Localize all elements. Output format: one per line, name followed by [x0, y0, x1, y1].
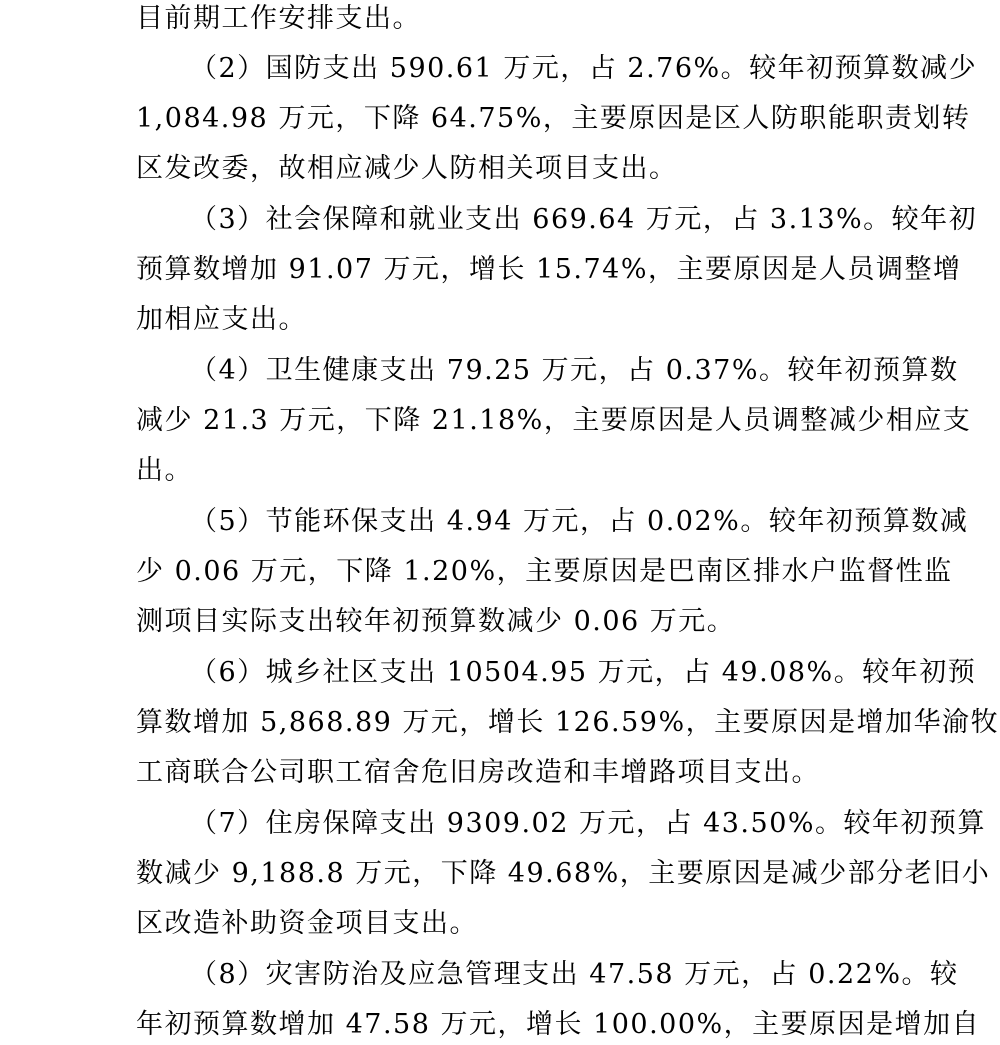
text-line: 加相应支出。	[136, 304, 307, 335]
text-line: 年初预算数增加 47.58 万元，增长 100.00%，主要原因是增加自	[136, 1009, 981, 1040]
text-line: 算数增加 5,868.89 万元，增长 126.59%，主要原因是增加华渝牧	[136, 707, 1000, 738]
text-line: 目前期工作安排支出。	[136, 3, 421, 34]
text-line: 区改造补助资金项目支出。	[136, 908, 478, 939]
text-line: 数减少 9,188.8 万元，下降 49.68%，主要原因是减少部分老旧小	[136, 858, 991, 889]
text-line: 区发改委，故相应减少人防相关项目支出。	[136, 153, 678, 184]
text-line: 1,084.98 万元，下降 64.75%，主要原因是区人防职能职责划转	[136, 103, 971, 134]
text-line: （5）节能环保支出 4.94 万元，占 0.02%。较年初预算数减	[190, 506, 969, 537]
text-line: （4）卫生健康支出 79.25 万元，占 0.37%。较年初预算数	[190, 355, 959, 386]
text-line: （8）灾害防治及应急管理支出 47.58 万元，占 0.22%。较	[190, 959, 959, 990]
text-line: 少 0.06 万元，下降 1.20%，主要原因是巴南区排水户监督性监	[136, 556, 953, 587]
text-line: 减少 21.3 万元，下降 21.18%，主要原因是人员调整减少相应支	[136, 405, 972, 436]
text-line: （2）国防支出 590.61 万元，占 2.76%。较年初预算数减少	[190, 53, 978, 84]
text-line: 预算数增加 91.07 万元，增长 15.74%，主要原因是人员调整增	[136, 254, 962, 285]
text-line: （6）城乡社区支出 10504.95 万元，占 49.08%。较年初预	[190, 657, 977, 688]
text-line: （3）社会保障和就业支出 669.64 万元，占 3.13%。较年初	[190, 204, 978, 235]
text-line: （7）住房保障支出 9309.02 万元，占 43.50%。较年初预算	[190, 808, 987, 839]
text-line: 测项目实际支出较年初预算数减少 0.06 万元。	[136, 606, 736, 637]
text-line: 出。	[136, 455, 193, 486]
text-line: 工商联合公司职工宿舍危旧房改造和丰增路项目支出。	[136, 757, 820, 788]
